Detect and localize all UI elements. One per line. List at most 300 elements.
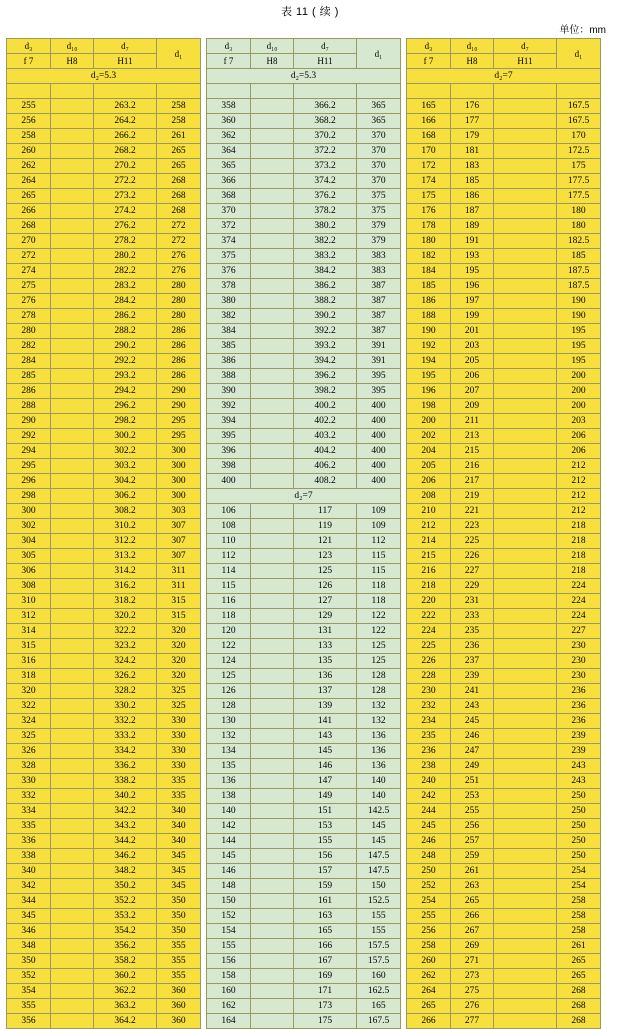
cell-d10: [51, 999, 94, 1014]
cell-d10: 251: [451, 774, 494, 789]
spacer-cell-3: [94, 84, 157, 99]
header-d10: d₁₀: [51, 39, 94, 54]
spacer-row: [7, 84, 201, 99]
cell-d3: 294: [7, 444, 51, 459]
cell-d7: 159: [294, 879, 357, 894]
cell-d10: 277: [451, 1014, 494, 1029]
cell-d7: [494, 669, 557, 684]
table-block-2-body: [207, 39, 401, 1029]
cell-d3: 245: [407, 819, 451, 834]
header-d1: d₁: [357, 39, 401, 69]
cell-d7: 320.2: [94, 609, 157, 624]
spacer-cell-1: [407, 84, 451, 99]
cell-d3: 194: [407, 354, 451, 369]
table-row: [7, 444, 201, 459]
cell-d10: [51, 489, 94, 504]
cell-d1: 272: [157, 234, 201, 249]
cell-d7: 400.2: [294, 399, 357, 414]
cell-d7: 324.2: [94, 654, 157, 669]
cell-d3: 224: [407, 624, 451, 639]
cell-d1: 180: [557, 204, 601, 219]
cell-d7: [494, 489, 557, 504]
cell-d7: 368.2: [294, 114, 357, 129]
cell-d1: 224: [557, 609, 601, 624]
table-row: [207, 564, 401, 579]
cell-d10: 275: [451, 984, 494, 999]
cell-d1: 340: [157, 804, 201, 819]
cell-d1: 400: [357, 414, 401, 429]
table-row: [207, 384, 401, 399]
cell-d10: [251, 609, 294, 624]
cell-d10: 226: [451, 549, 494, 564]
table-row: [7, 834, 201, 849]
cell-d1: 325: [157, 684, 201, 699]
cell-d7: 352.2: [94, 894, 157, 909]
cell-d3: 380: [207, 294, 251, 309]
cell-d3: 114: [207, 564, 251, 579]
table-row: [407, 579, 601, 594]
cell-d1: 157.5: [357, 939, 401, 954]
table-row: [7, 129, 201, 144]
cell-d10: 221: [451, 504, 494, 519]
cell-d7: 119: [294, 519, 357, 534]
cell-d3: 122: [207, 639, 251, 654]
cell-d1: 258: [157, 114, 201, 129]
table-row: [7, 909, 201, 924]
cell-d7: 348.2: [94, 864, 157, 879]
cell-d7: [494, 459, 557, 474]
cell-d3: 164: [207, 1014, 251, 1029]
cell-d1: 355: [157, 939, 201, 954]
cell-d1: 307: [157, 519, 201, 534]
cell-d3: 138: [207, 789, 251, 804]
cell-d10: [51, 219, 94, 234]
cell-d10: [251, 999, 294, 1014]
table-row: [7, 219, 201, 234]
cell-d7: 323.2: [94, 639, 157, 654]
cell-d3: 192: [407, 339, 451, 354]
cell-d10: [251, 549, 294, 564]
cell-d3: 252: [407, 879, 451, 894]
table-row: [407, 804, 601, 819]
cell-d1: 122: [357, 624, 401, 639]
cell-d1: 250: [557, 819, 601, 834]
cell-d3: 282: [7, 339, 51, 354]
cell-d3: 145: [207, 849, 251, 864]
table-row: [207, 879, 401, 894]
table-row: [7, 459, 201, 474]
cell-d7: 303.2: [94, 459, 157, 474]
table-row: [407, 159, 601, 174]
table-row: [207, 864, 401, 879]
section-label: d₂=7: [207, 489, 401, 504]
cell-d7: [494, 294, 557, 309]
cell-d3: 396: [207, 444, 251, 459]
table-row: [7, 774, 201, 789]
header-d3: d₃: [7, 39, 51, 54]
cell-d3: 305: [7, 549, 51, 564]
cell-d3: 234: [407, 714, 451, 729]
cell-d10: [251, 804, 294, 819]
cell-d3: 208: [407, 489, 451, 504]
cell-d7: 272.2: [94, 174, 157, 189]
cell-d7: 408.2: [294, 474, 357, 489]
table-row: [207, 909, 401, 924]
table-row: [207, 249, 401, 264]
cell-d1: 112: [357, 534, 401, 549]
cell-d3: 170: [407, 144, 451, 159]
table-block-1: [6, 38, 201, 1029]
spacer-cell-4: [557, 84, 601, 99]
cell-d3: 290: [7, 414, 51, 429]
cell-d10: [51, 429, 94, 444]
cell-d3: 306: [7, 564, 51, 579]
cell-d1: 300: [157, 474, 201, 489]
cell-d1: 160: [357, 969, 401, 984]
spacer-cell-4: [357, 84, 401, 99]
cell-d7: 312.2: [94, 534, 157, 549]
cell-d3: 210: [407, 504, 451, 519]
table-row: [407, 624, 601, 639]
cell-d7: [494, 774, 557, 789]
cell-d3: 174: [407, 174, 451, 189]
table-row: [207, 699, 401, 714]
table-row: [407, 549, 601, 564]
cell-d1: 195: [557, 324, 601, 339]
table-row: [407, 429, 601, 444]
cell-d7: [494, 159, 557, 174]
table-row: [407, 474, 601, 489]
cell-d10: [251, 744, 294, 759]
cell-d10: [251, 864, 294, 879]
cell-d1: 167.5: [357, 1014, 401, 1029]
cell-d10: [51, 549, 94, 564]
table-row: [407, 759, 601, 774]
cell-d7: 356.2: [94, 939, 157, 954]
cell-d3: 276: [7, 294, 51, 309]
cell-d10: [51, 384, 94, 399]
cell-d1: 155: [357, 924, 401, 939]
cell-d1: 330: [157, 729, 201, 744]
cell-d3: 156: [207, 954, 251, 969]
cell-d3: 226: [407, 654, 451, 669]
cell-d10: 201: [451, 324, 494, 339]
cell-d10: [251, 759, 294, 774]
cell-d1: 118: [357, 579, 401, 594]
table-row: [7, 339, 201, 354]
cell-d7: 398.2: [294, 384, 357, 399]
table-row: [7, 504, 201, 519]
cell-d7: 302.2: [94, 444, 157, 459]
cell-d3: 168: [407, 129, 451, 144]
cell-d7: 403.2: [294, 429, 357, 444]
table-row: [407, 744, 601, 759]
cell-d10: [251, 894, 294, 909]
cell-d1: 190: [557, 294, 601, 309]
table-row: [207, 339, 401, 354]
cell-d7: 167: [294, 954, 357, 969]
table-row: [407, 114, 601, 129]
table-row: [407, 1014, 601, 1029]
table-row: [7, 849, 201, 864]
cell-d3: 296: [7, 474, 51, 489]
cell-d1: 190: [557, 309, 601, 324]
cell-d7: 370.2: [294, 129, 357, 144]
cell-d1: 265: [157, 159, 201, 174]
cell-d7: 336.2: [94, 759, 157, 774]
cell-d3: 304: [7, 534, 51, 549]
cell-d10: 211: [451, 414, 494, 429]
cell-d7: 171: [294, 984, 357, 999]
table-row: [407, 249, 601, 264]
cell-d7: 136: [294, 669, 357, 684]
cell-d10: 205: [451, 354, 494, 369]
cell-d10: [51, 834, 94, 849]
cell-d10: [251, 114, 294, 129]
cell-d7: 344.2: [94, 834, 157, 849]
cell-d3: 398: [207, 459, 251, 474]
cell-d1: 187.5: [557, 264, 601, 279]
table-row: [407, 984, 601, 999]
cell-d10: [251, 594, 294, 609]
table-row: [407, 699, 601, 714]
table-row: [207, 309, 401, 324]
cell-d3: 240: [407, 774, 451, 789]
cell-d7: 342.2: [94, 804, 157, 819]
table-row: [7, 729, 201, 744]
cell-d1: 203: [557, 414, 601, 429]
cell-d1: 132: [357, 714, 401, 729]
cell-d3: 110: [207, 534, 251, 549]
cell-d3: 280: [7, 324, 51, 339]
cell-d3: 308: [7, 579, 51, 594]
table-row: [207, 399, 401, 414]
cell-d1: 395: [357, 384, 401, 399]
cell-d7: 126: [294, 579, 357, 594]
cell-d10: 227: [451, 564, 494, 579]
table-row: [207, 984, 401, 999]
cell-d10: [251, 204, 294, 219]
cell-d3: 382: [207, 309, 251, 324]
cell-d1: 155: [357, 909, 401, 924]
cell-d3: 185: [407, 279, 451, 294]
cell-d1: 195: [557, 339, 601, 354]
cell-d3: 135: [207, 759, 251, 774]
cell-d10: 209: [451, 399, 494, 414]
cell-d3: 248: [407, 849, 451, 864]
cell-d10: 245: [451, 714, 494, 729]
cell-d7: [494, 144, 557, 159]
cell-d1: 182.5: [557, 234, 601, 249]
cell-d7: 330.2: [94, 699, 157, 714]
cell-d3: 178: [407, 219, 451, 234]
cell-d3: 390: [207, 384, 251, 399]
cell-d10: [251, 954, 294, 969]
cell-d3: 134: [207, 744, 251, 759]
cell-d3: 300: [7, 504, 51, 519]
cell-d1: 206: [557, 444, 601, 459]
cell-d1: 224: [557, 594, 601, 609]
cell-d10: [251, 174, 294, 189]
header-f7: f 7: [207, 54, 251, 69]
cell-d7: [494, 99, 557, 114]
table-row: [407, 444, 601, 459]
header-h11: H11: [294, 54, 357, 69]
cell-d1: 387: [357, 294, 401, 309]
cell-d1: 218: [557, 564, 601, 579]
cell-d1: 365: [357, 99, 401, 114]
cell-d7: 155: [294, 834, 357, 849]
cell-d10: [51, 534, 94, 549]
table-row: [407, 729, 601, 744]
cell-d10: [251, 504, 294, 519]
cell-d1: 355: [157, 954, 201, 969]
cell-d10: [51, 609, 94, 624]
table-row: [7, 324, 201, 339]
cell-d10: [251, 399, 294, 414]
cell-d1: 365: [357, 114, 401, 129]
table-row: [207, 114, 401, 129]
cell-d1: 140: [357, 789, 401, 804]
cell-d7: [494, 369, 557, 384]
table-row: [207, 99, 401, 114]
cell-d7: 278.2: [94, 234, 157, 249]
cell-d1: 265: [557, 969, 601, 984]
cell-d1: 157.5: [357, 954, 401, 969]
table-row: [407, 894, 601, 909]
cell-d7: 286.2: [94, 309, 157, 324]
cell-d10: 203: [451, 339, 494, 354]
table-row: [407, 819, 601, 834]
cell-d7: [494, 204, 557, 219]
cell-d7: 362.2: [94, 984, 157, 999]
cell-d7: 396.2: [294, 369, 357, 384]
cell-d3: 400: [207, 474, 251, 489]
table-row: [207, 759, 401, 774]
header-f7: f 7: [7, 54, 51, 69]
table-row: [7, 714, 201, 729]
cell-d7: [494, 249, 557, 264]
table-row: [407, 219, 601, 234]
cell-d10: [251, 819, 294, 834]
cell-d10: [51, 864, 94, 879]
cell-d10: [251, 939, 294, 954]
cell-d3: 220: [407, 594, 451, 609]
table-row: [7, 954, 201, 969]
cell-d10: 235: [451, 624, 494, 639]
cell-d7: [494, 609, 557, 624]
cell-d10: 265: [451, 894, 494, 909]
cell-d7: 292.2: [94, 354, 157, 369]
table-row: [407, 594, 601, 609]
cell-d7: 284.2: [94, 294, 157, 309]
cell-d10: 215: [451, 444, 494, 459]
cell-d7: 268.2: [94, 144, 157, 159]
table-row: [7, 579, 201, 594]
cell-d3: 354: [7, 984, 51, 999]
cell-d1: 150: [357, 879, 401, 894]
cell-d3: 392: [207, 399, 251, 414]
cell-d10: 266: [451, 909, 494, 924]
cell-d3: 344: [7, 894, 51, 909]
cell-d1: 218: [557, 534, 601, 549]
cell-d3: 318: [7, 669, 51, 684]
cell-d1: 286: [157, 324, 201, 339]
table-row: [207, 159, 401, 174]
table-row: [207, 804, 401, 819]
cell-d10: [51, 924, 94, 939]
cell-d10: 219: [451, 489, 494, 504]
cell-d1: 330: [157, 714, 201, 729]
cell-d7: [494, 654, 557, 669]
table-row: [7, 864, 201, 879]
cell-d1: 167.5: [557, 99, 601, 114]
cell-d10: 189: [451, 219, 494, 234]
cell-d10: [51, 894, 94, 909]
cell-d7: 173: [294, 999, 357, 1014]
table-row: [207, 204, 401, 219]
table-row: [207, 234, 401, 249]
header-h8: H8: [451, 54, 494, 69]
cell-d1: 145: [357, 819, 401, 834]
table-row: [7, 354, 201, 369]
cell-d10: 199: [451, 309, 494, 324]
cell-d7: 392.2: [294, 324, 357, 339]
cell-d3: 260: [407, 954, 451, 969]
cell-d10: 276: [451, 999, 494, 1014]
table-row: [7, 789, 201, 804]
table-row: [7, 519, 201, 534]
cell-d3: 264: [7, 174, 51, 189]
cell-d1: 387: [357, 324, 401, 339]
cell-d10: [51, 564, 94, 579]
table-row: [407, 864, 601, 879]
cell-d3: 196: [407, 384, 451, 399]
cell-d1: 383: [357, 249, 401, 264]
table-row: [407, 849, 601, 864]
cell-d7: 316.2: [94, 579, 157, 594]
cell-d10: [51, 594, 94, 609]
cell-d1: 315: [157, 609, 201, 624]
cell-d7: 146: [294, 759, 357, 774]
cell-d10: [51, 144, 94, 159]
cell-d1: 230: [557, 654, 601, 669]
cell-d10: [51, 939, 94, 954]
cell-d10: 237: [451, 654, 494, 669]
cell-d7: [494, 684, 557, 699]
cell-d1: 239: [557, 744, 601, 759]
cell-d7: 390.2: [294, 309, 357, 324]
cell-d7: 125: [294, 564, 357, 579]
table-row: [7, 174, 201, 189]
cell-d3: 244: [407, 804, 451, 819]
cell-d3: 284: [7, 354, 51, 369]
cell-d1: 115: [357, 549, 401, 564]
table-row: [7, 594, 201, 609]
cell-d7: [494, 894, 557, 909]
cell-d3: 386: [207, 354, 251, 369]
cell-d10: 247: [451, 744, 494, 759]
cell-d10: [51, 699, 94, 714]
cell-d1: 258: [157, 99, 201, 114]
cell-d3: 268: [7, 219, 51, 234]
cell-d3: 298: [7, 489, 51, 504]
cell-d1: 375: [357, 189, 401, 204]
cell-d1: 391: [357, 339, 401, 354]
cell-d3: 258: [407, 939, 451, 954]
cell-d1: 145: [357, 834, 401, 849]
cell-d10: [51, 324, 94, 339]
